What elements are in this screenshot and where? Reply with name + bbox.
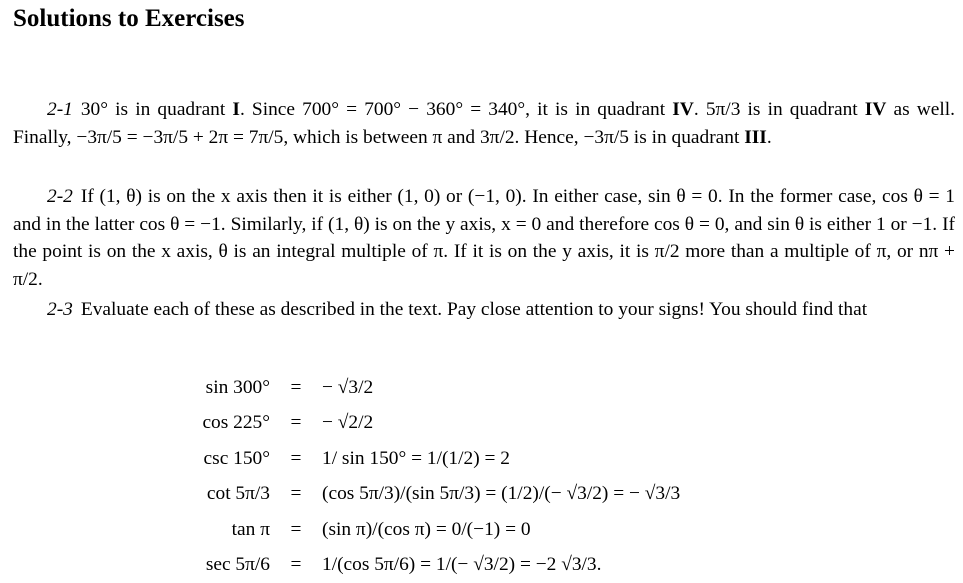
equation-lhs: csc 150° bbox=[120, 441, 270, 477]
quadrant-label: IV bbox=[865, 99, 887, 120]
equation-rhs: − √2/2 bbox=[322, 406, 680, 442]
exercise-2-1-solution bbox=[13, 96, 955, 151]
equation-eq: = bbox=[270, 477, 322, 513]
equation-eq: = bbox=[270, 370, 322, 406]
equation-lhs: tan π bbox=[120, 512, 270, 548]
equation-row bbox=[120, 477, 680, 513]
equation-rhs: − √3/2 bbox=[322, 370, 680, 406]
exercise-2-2-solution bbox=[13, 183, 955, 293]
solution-text: as well. Finally, −3π/5 = −3π/5 + 2π = 7π/5, which is between π and 3π/2. Hence, −3π/5 is in quadrant bbox=[13, 99, 955, 148]
exercise-number: 2-2 bbox=[47, 186, 73, 207]
equation-rhs: (cos 5π/3)/(sin 5π/3) = (1/2)/(− √3/2) = − √3/3 bbox=[322, 477, 680, 513]
solution-text: Evaluate each of these as described in the text. Pay close attention to your signs! You should find that bbox=[81, 299, 867, 320]
solution-text: . 5π/3 is in quadrant bbox=[694, 99, 865, 120]
equation-row bbox=[120, 512, 680, 548]
equation-row bbox=[120, 406, 680, 442]
quadrant-label: IV bbox=[672, 99, 694, 120]
solution-text: If (1, θ) is on the x axis then it is either (1, 0) or (−1, 0). In either case, sin θ = 0. In the former case, cos θ = 1 and in the latter cos θ = −1. Similarly, if (1, θ) is on the y axis, x = 0 and therefore cos θ = 0, and sin θ is either 1 or −1. If the point is on the x axis, θ is an integral multiple of π. If it is on the y axis, it is π/2 more than a multiple of π, or nπ + π/2. bbox=[13, 186, 955, 290]
equation-row bbox=[120, 548, 680, 583]
exercise-number: 2-1 bbox=[47, 99, 73, 120]
exercise-2-3-solution bbox=[13, 296, 955, 324]
equation-eq: = bbox=[270, 441, 322, 477]
equation-lhs: cot 5π/3 bbox=[120, 477, 270, 513]
equation-row bbox=[120, 441, 680, 477]
equation-array bbox=[120, 370, 680, 583]
quadrant-label: III bbox=[744, 127, 767, 148]
equation-lhs: cos 225° bbox=[120, 406, 270, 442]
equation-eq: = bbox=[270, 548, 322, 583]
exercise-number: 2-3 bbox=[47, 299, 73, 320]
page-heading: Solutions to Exercises bbox=[13, 4, 245, 34]
equation-eq: = bbox=[270, 406, 322, 442]
equation-rhs: 1/(cos 5π/6) = 1/(− √3/2) = −2 √3/3. bbox=[322, 548, 680, 583]
equation-rhs: 1/ sin 150° = 1/(1/2) = 2 bbox=[322, 441, 680, 477]
equation-lhs: sin 300° bbox=[120, 370, 270, 406]
equation-eq: = bbox=[270, 512, 322, 548]
equation-lhs: sec 5π/6 bbox=[120, 548, 270, 583]
equation-rhs: (sin π)/(cos π) = 0/(−1) = 0 bbox=[322, 512, 680, 548]
solution-text: . bbox=[767, 127, 772, 148]
quadrant-label: I bbox=[232, 99, 240, 120]
equation-row bbox=[120, 370, 680, 406]
solution-text: . Since 700° = 700° − 360° = 340°, it is in quadrant bbox=[240, 99, 672, 120]
solution-text: 30° is in quadrant bbox=[81, 99, 233, 120]
